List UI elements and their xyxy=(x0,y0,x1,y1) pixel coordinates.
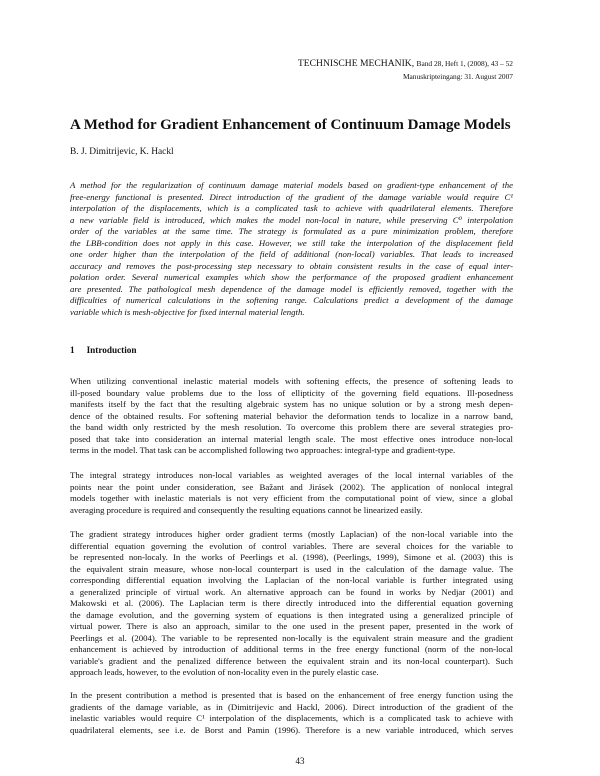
text-line: quadrilateral elements, see i.e. de Borst and Pamin (1996). Therefore is a new variable introduced, which serves xyxy=(70,724,513,735)
text-line: The integral strategy introduces non-local variables as weighted averages of the local internal variables of the xyxy=(70,470,513,480)
text-line: When utilizing conventional inelastic material models with softening effects, the presence of softening leads to xyxy=(70,376,513,386)
text-line: be represented non-localy. In the works of Peerlings et al. (1998), (Peerlings, 1999), Simone et al. (2003) this is xyxy=(70,552,513,562)
journal-name: TECHNISCHE MECHANIK, xyxy=(297,58,415,69)
text-line: A method for the regularization of continuum damage material models based on gradient-type enhancement of the xyxy=(70,180,513,190)
journal-volume: Band 28, Heft 1, (2008), 43 – 52 xyxy=(416,59,513,68)
text-line: inelastic variables would require C¹ interpolation of the displacements, which is a complicated task to achieve with xyxy=(70,713,513,723)
section-heading xyxy=(70,345,136,355)
text-line: corresponding differential equation involving the Laplacian of the non-local variable is further integrated using xyxy=(70,575,513,585)
received-date: Manuskripteingang: 31. August 2007 xyxy=(402,72,513,81)
paragraph xyxy=(70,376,513,457)
text-line: Makowski et al. (2006). The Laplacian term is there directly introduced into the differential equation governing xyxy=(70,598,513,608)
text-line: free-energy functional is presented. Direct introduction of the gradient of the damage variable would require C¹ xyxy=(70,191,513,202)
text-line: gradients of the damage variable, as in (Dimitrijevic and Hackl, 2006). Direct introduction of the gradient of the xyxy=(70,701,513,712)
text-line: variable's gradient and the penalized difference between the equivalent strain and its non-local counterpart). Such xyxy=(70,655,513,666)
page-number: 43 xyxy=(295,756,305,766)
text-line: points near the point under consideration, see Bažant and Jirásek (2002). The application of nonlocal integral xyxy=(70,481,513,492)
text-line: order of the variables at the same time. The strategy is formulated as a pure minimization problem, therefore xyxy=(70,226,513,236)
text-line: averaging procedure is required and consequently the resulting equations cannot be linearized easily. xyxy=(70,504,423,515)
text-line: the LBB-condition does not apply in this case. However, we still take the interpolation of the displacement field xyxy=(70,237,513,248)
abstract xyxy=(70,180,513,318)
paragraph xyxy=(70,470,513,516)
paper-title: A Method for Gradient Enhancement of Continuum Damage Models xyxy=(70,117,511,133)
text-line: one order higher than the interpolation of the field of additional (non-local) variables. That leads to increased xyxy=(70,249,513,259)
authors: B. J. Dimitrijevic, K. Hackl xyxy=(70,147,174,157)
text-line: a new variable field is introduced, which makes the model non-local in nature, while preserving C⁰ interpolation xyxy=(70,214,513,225)
text-line: the band width only restricted by the mesh resolution. To overcome this problem there are several strategies pro- xyxy=(70,422,513,432)
text-line: dence of the obtained results. For softening material behavior the deformation tends to localize in a narrow band, xyxy=(70,410,513,421)
section-number: 1 xyxy=(70,345,75,355)
paragraph xyxy=(70,690,513,736)
journal-header xyxy=(298,58,513,69)
paragraph xyxy=(70,529,513,679)
text-line: Peerlings et al. (2004). The variable to be represented non-locally is the equivalent strain measure and the gradient xyxy=(70,632,513,643)
section-title: Introduction xyxy=(86,345,137,355)
text-line: posed that take into consideration an internal material length scale. The most effective ones introduce non-local xyxy=(70,433,513,444)
text-line: virtual power. There is also an approach, similar to the one used in the present paper, presented in the work of xyxy=(70,621,513,631)
text-line: ill-posed boundary value problems due to the loss of ellipticity of the governing field equations. Ill-posedness xyxy=(70,387,513,398)
text-line: models together with inelastic materials is not very efficient from the computational point of view, since a global xyxy=(70,493,513,503)
text-line: are presented. The pathological mesh dependence of the damage model is efficiently removed, together with the xyxy=(70,283,513,294)
text-line: the equivalent strain measure, whose non-local counterpart is used in the calculation of the damage value. The xyxy=(70,563,513,574)
text-line: difficulties of numerical calculations in the softening range. Calculations predict a development of the damage xyxy=(70,295,513,305)
text-line: a generalized principle of virtual work. An alternative approach can be found in works by Nedjar (2001) and xyxy=(70,586,513,597)
text-line: interpolation of the displacements, which is a complicated task to achieve with quadrilateral elements. Therefore xyxy=(70,203,513,213)
text-line: The gradient strategy introduces higher order gradient terms (mostly Laplacian) of the non-local variable into the xyxy=(70,529,513,539)
text-line: the damage evolution, and the governing system of equations is then integrated using a generalized principle of xyxy=(70,609,513,620)
text-line: enhancement is achieved by introduction of additional terms in the free energy functional (norm of the non-local xyxy=(70,644,513,654)
text-line: polation order. Several numerical examples which show the performance of the proposed gradient enhancement xyxy=(70,272,513,282)
text-line: differential equation governing the evolution of control variables. There are several choices for the variable to xyxy=(70,540,513,551)
text-line: manifests itself by the fact that the resulting algebraic system has no unique solution or by a strong mesh depen- xyxy=(70,399,513,409)
text-line: terms in the model. That task can be accomplished following two approaches: integral-type and gradient-type. xyxy=(70,445,456,455)
text-line: approach leads, however, to the evolution of non-locality even in the purely elastic case. xyxy=(70,667,379,677)
text-line: In the present contribution a method is presented that is based on the enhancement of free energy function using the xyxy=(70,690,513,700)
text-line: accuracy and removes the post-processing step necessary to obtain consistent results in the case of equal inter- xyxy=(70,260,513,271)
text-line: variable which is mesh-objective for fixed internal material length. xyxy=(70,306,305,317)
